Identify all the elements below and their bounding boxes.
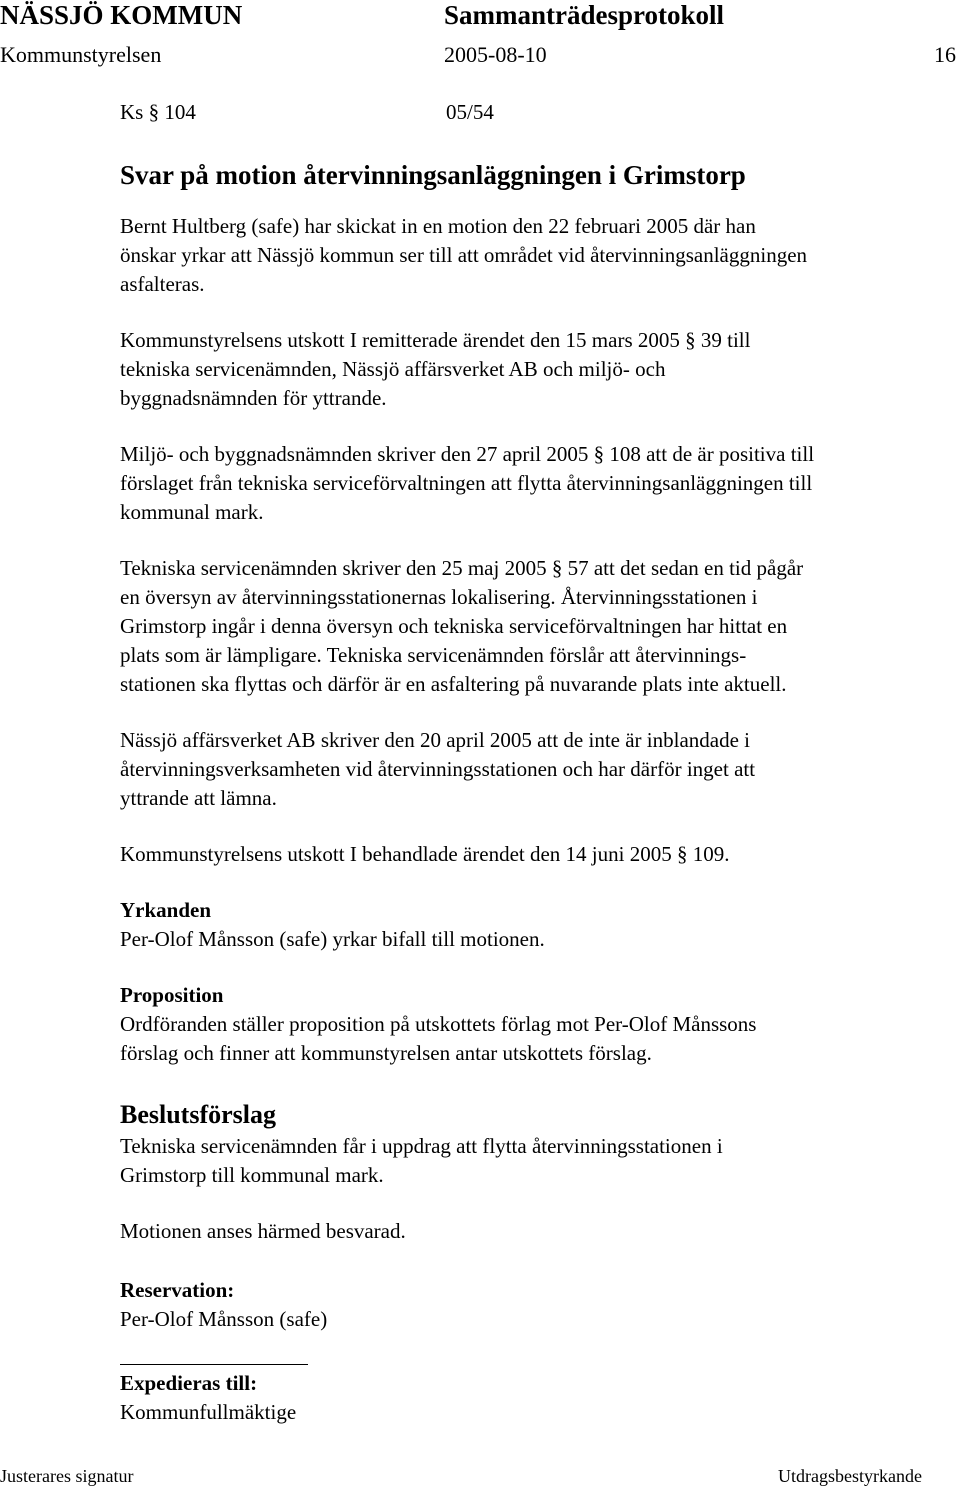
paragraph-affarsverket-response: Nässjö affärsverket AB skriver den 20 april 2005 att de inte är inblandade i återvinningsverksamheten vid återvinningsstationen och har därför inget att yttrande att lämna.	[120, 728, 756, 810]
case-reference-line	[120, 98, 940, 128]
paragraph-motion: Bernt Hultberg (safe) har skickat in en motion den 22 februari 2005 där han önskar yrkar att Nässjö kommun ser till att området vid återvinningsanläggningen asfalteras.	[120, 214, 808, 296]
paragraph-tekniska-response: Tekniska servicenämnden skriver den 25 maj 2005 § 57 att det sedan en tid pågår en översyn av återvinningsstationernas lokalisering. Återvinningsstationen i Grimstorp ingår i denna översyn och tekniska serviceförvaltningen har hittat en plats som är lämpligare. Tekniska servicenämnden förslår att återvinnings- stationen ska flyttas och därför är en asfaltering på nuvarande plats inte aktuell.	[120, 556, 804, 696]
meeting-date: 2005-08-10	[444, 42, 547, 67]
closing-statement: Motionen anses härmed besvarad.	[120, 1219, 406, 1243]
paragraph-miljo-response: Miljö- och byggnadsnämnden skriver den 27 april 2005 § 108 att de är positiva till förslaget från tekniska serviceförvaltningen att flytta återvinningsanläggningen till kommunal mark.	[120, 442, 815, 524]
reservation-text: Per-Olof Månsson (safe)	[120, 1307, 328, 1331]
yrkanden-text: Per-Olof Månsson (safe) yrkar bifall till motionen.	[120, 927, 545, 951]
beslutsforslag-heading: Beslutsförslag	[120, 1100, 276, 1129]
expedieras-text: Kommunfullmäktige	[120, 1400, 297, 1424]
footer-certification-label: Utdragsbestyrkande	[778, 1466, 922, 1486]
paragraph-remittance: Kommunstyrelsens utskott I remitterade ärendet den 15 mars 2005 § 39 till tekniska servicenämnden, Nässjö affärsverket AB och miljö- och byggnadsnämnden för yttrande.	[120, 328, 751, 410]
paragraph-utskott-handling: Kommunstyrelsens utskott I behandlade ärendet den 14 juni 2005 § 109.	[120, 842, 730, 866]
yrkanden-heading: Yrkanden	[120, 898, 212, 922]
protocol-body	[120, 98, 940, 1427]
expedieras-heading: Expedieras till:	[120, 1371, 258, 1395]
case-number: 05/54	[446, 100, 494, 124]
page-number: 16	[934, 42, 956, 67]
reservation-heading: Reservation:	[120, 1278, 235, 1302]
divider-line	[120, 1364, 308, 1365]
proposition-heading: Proposition	[120, 983, 224, 1007]
footer-signature-label: Justerares signatur	[0, 1466, 134, 1486]
beslutsforslag-text: Tekniska servicenämnden får i uppdrag att flytta återvinningsstationen i Grimstorp till kommunal mark.	[120, 1134, 723, 1187]
proposition-text: Ordföranden ställer proposition på utskottets förlag mot Per-Olof Månssons förslag och finner att kommunstyrelsen antar utskottets förslag.	[120, 1012, 757, 1065]
case-title: Svar på motion återvinningsanläggningen i Grimstorp	[120, 160, 746, 190]
municipality-name: NÄSSJÖ KOMMUN	[0, 0, 243, 30]
committee-name: Kommunstyrelsen	[0, 42, 162, 67]
document-type: Sammanträdesprotokoll	[444, 0, 725, 30]
case-ref: Ks § 104	[120, 100, 196, 124]
